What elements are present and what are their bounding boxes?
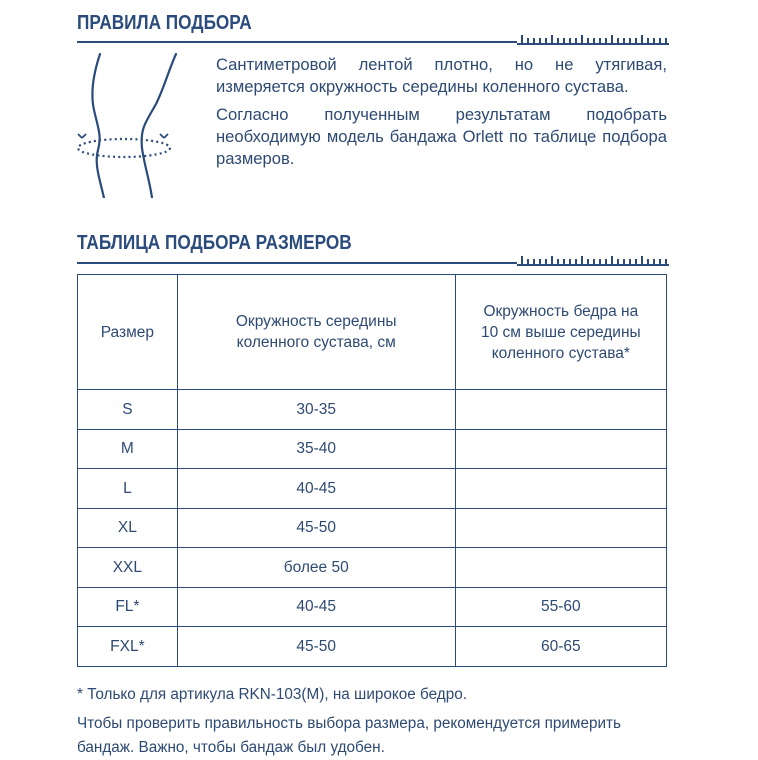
ruler-tick	[533, 259, 535, 264]
ruler-tick	[581, 256, 583, 264]
ruler-tick	[557, 38, 559, 43]
ruler-tick	[659, 38, 661, 43]
cell-knee: 40-45	[177, 469, 455, 509]
ruler-tick	[647, 259, 649, 264]
ruler-tick	[635, 38, 637, 43]
table-row	[78, 429, 667, 469]
cell-size: L	[78, 469, 178, 509]
ruler-tick	[629, 259, 631, 264]
ruler-tick	[545, 259, 547, 264]
ruler-tick	[665, 38, 667, 43]
ruler-tick	[563, 259, 565, 264]
cell-thigh	[455, 508, 666, 548]
table-row	[78, 390, 667, 430]
cell-size: S	[78, 390, 178, 430]
table-row	[78, 508, 667, 548]
table-row	[78, 469, 667, 509]
cell-thigh: 55-60	[455, 587, 666, 627]
ruler-tick	[533, 38, 535, 43]
table-row	[78, 587, 667, 627]
header-knee-circumference: Окружность середины коленного сустава, см	[177, 275, 455, 390]
cell-size: FL*	[78, 587, 178, 627]
ruler-tick	[635, 259, 637, 264]
ruler-tick	[611, 35, 613, 43]
rules-title: ПРАВИЛА ПОДБОРА	[77, 12, 252, 34]
ruler-tick	[641, 35, 643, 43]
ruler-tick	[527, 259, 529, 264]
table-title: ТАБЛИЦА ПОДБОРА РАЗМЕРОВ	[77, 232, 352, 254]
ruler-tick	[539, 38, 541, 43]
cell-size: XXL	[78, 548, 178, 588]
rules-title-underline	[77, 41, 517, 43]
cell-thigh	[455, 390, 666, 430]
footnote: * Только для артикула RKN-103(M), на широкое бедро.	[77, 686, 467, 703]
instruction-paragraph-select: Согласно полученным результатам подобрать необходимую модель бандажа Orlett по таблице подбора размеров.	[216, 105, 667, 168]
ruler-tick	[569, 38, 571, 43]
ruler-tick	[647, 38, 649, 43]
ruler-tick	[617, 259, 619, 264]
ruler-tick	[593, 259, 595, 264]
ruler-tick	[545, 38, 547, 43]
size-table	[77, 274, 667, 667]
ruler-tick	[527, 38, 529, 43]
cell-thigh	[455, 548, 666, 588]
ruler-tick	[551, 256, 553, 264]
cell-knee: 40-45	[177, 587, 455, 627]
ruler-tick	[539, 259, 541, 264]
ruler-tick	[551, 35, 553, 43]
header-thigh-circumference: Окружность бедра на 10 см выше середины коленного сустава*	[455, 275, 666, 390]
knee-measurement-illustration	[72, 52, 182, 198]
instruction-paragraph-measure: Сантиметровой лентой плотно, но не утягивая, измеряется окружность середины коленного сустава.	[216, 55, 667, 96]
cell-knee: 45-50	[177, 508, 455, 548]
ruler-tick	[563, 38, 565, 43]
cell-size: M	[78, 429, 178, 469]
ruler-tick	[605, 259, 607, 264]
ruler-tick	[623, 259, 625, 264]
ruler-tick	[665, 259, 667, 264]
ruler-tick	[659, 259, 661, 264]
ruler-tick	[521, 256, 523, 264]
ruler-tick	[599, 259, 601, 264]
ruler-tick	[581, 35, 583, 43]
cell-thigh	[455, 469, 666, 509]
ruler-tick	[587, 259, 589, 264]
cell-size: XL	[78, 508, 178, 548]
ruler-tick	[569, 259, 571, 264]
ruler-tick	[641, 256, 643, 264]
ruler-tick	[599, 38, 601, 43]
header-size: Размер	[78, 275, 178, 390]
cell-knee: 30-35	[177, 390, 455, 430]
table-title-ruler	[517, 254, 669, 266]
cell-knee: более 50	[177, 548, 455, 588]
size-table-header-row	[78, 275, 667, 390]
cell-thigh	[455, 429, 666, 469]
rules-title-ruler	[517, 33, 669, 45]
ruler-tick	[557, 259, 559, 264]
ruler-tick	[521, 35, 523, 43]
ruler-tick	[593, 38, 595, 43]
ruler-tick	[605, 38, 607, 43]
table-row	[78, 627, 667, 667]
table-title-underline	[77, 262, 517, 264]
ruler-tick	[575, 38, 577, 43]
ruler-tick	[623, 38, 625, 43]
table-row	[78, 548, 667, 588]
ruler-tick	[617, 38, 619, 43]
advice-text: Чтобы проверить правильность выбора размера, рекомендуется примерить бандаж. Важно, чтобы бандаж был удобен.	[77, 715, 621, 756]
cell-thigh: 60-65	[455, 627, 666, 667]
ruler-tick	[575, 259, 577, 264]
cell-knee: 35-40	[177, 429, 455, 469]
ruler-tick	[653, 38, 655, 43]
ruler-tick	[587, 38, 589, 43]
ruler-tick	[653, 259, 655, 264]
cell-size: FXL*	[78, 627, 178, 667]
ruler-tick	[611, 256, 613, 264]
ruler-tick	[629, 38, 631, 43]
cell-knee: 45-50	[177, 627, 455, 667]
